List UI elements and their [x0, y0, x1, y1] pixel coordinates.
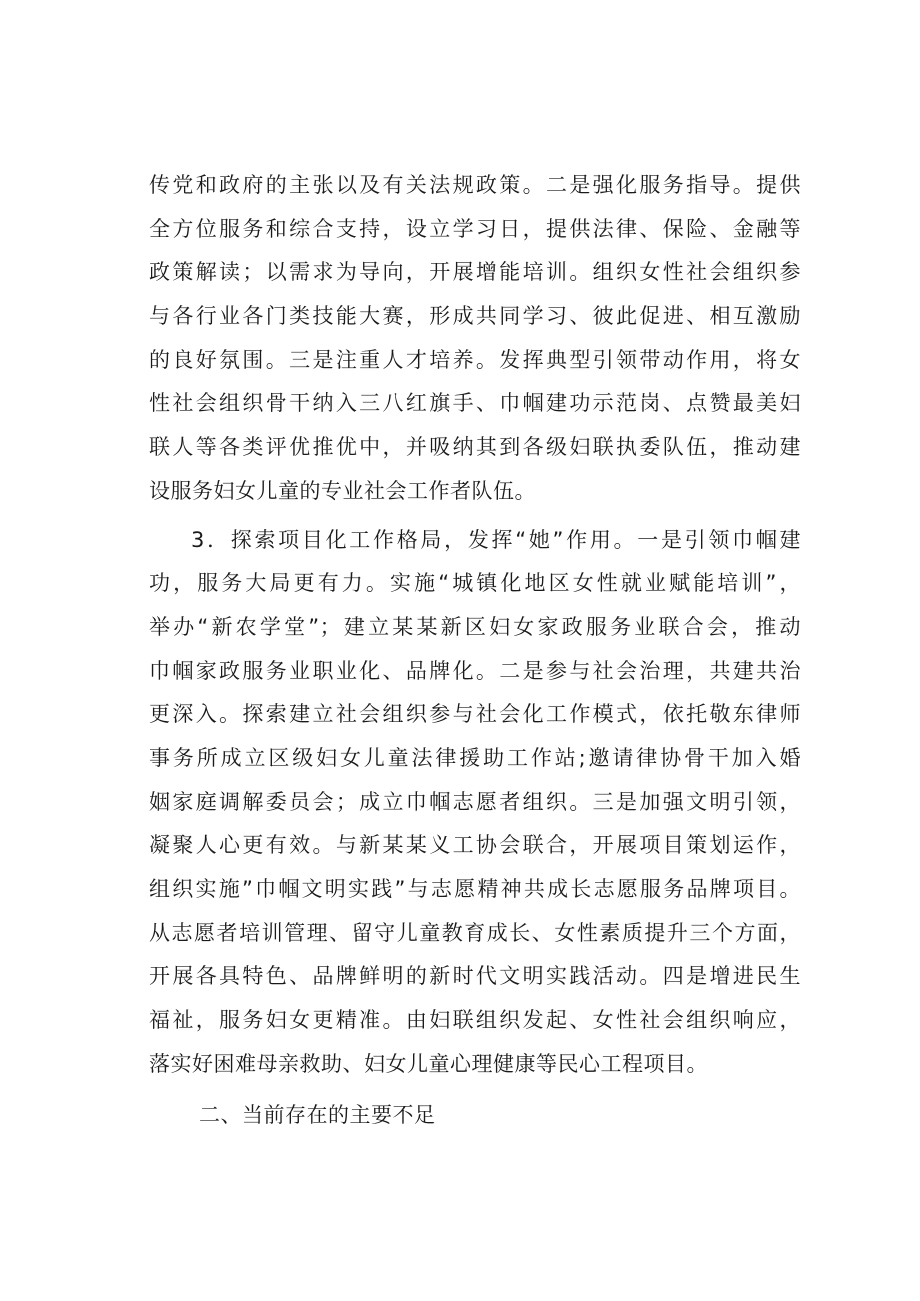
section-heading: 二、当前存在的主要不足 — [199, 1103, 436, 1128]
paragraph-2 — [149, 519, 801, 1087]
text-line: 从志愿者培训管理、留守儿童教育成长、女性素质提升三个方面， — [149, 920, 801, 945]
text-line: 政策解读；以需求为导向，开展增能培训。组织女性社会组织参 — [149, 260, 801, 285]
text-line: 功，服务大局更有力。实施“城镇化地区女性就业赋能培训”， — [149, 571, 801, 596]
text-line: 性社会组织骨干纳入三八红旗手、巾帼建功示范岗、点赞最美妇 — [149, 391, 801, 416]
text-line: 更深入。探索建立社会组织参与社会化工作模式，依托敬东律师 — [149, 702, 801, 727]
text-line: 与各行业各门类技能大赛，形成共同学习、彼此促进、相互激励 — [149, 304, 801, 329]
paragraph-1 — [149, 164, 801, 514]
text-line: 传党和政府的主张以及有关法规政策。二是强化服务指导。提供 — [149, 173, 801, 197]
text-line: 全方位服务和综合支持，设立学习日，提供法律、保险、金融等 — [149, 216, 801, 241]
text-line: 举办“新农学堂”；建立某某新区妇女家政服务业联合会，推动 — [149, 614, 801, 639]
text-line: 设服务妇女儿童的专业社会工作者队伍。 — [149, 478, 536, 503]
text-line: 福祉，服务妇女更精准。由妇联组织发起、女性社会组织响应， — [149, 1008, 801, 1033]
document-body — [149, 164, 801, 1138]
text-line: 事务所成立区级妇女儿童法律援助工作站;邀请律协骨干加入婚 — [149, 745, 801, 770]
text-line: 联人等各类评优推优中，并吸纳其到各级妇联执委队伍，推动建 — [149, 435, 801, 460]
text-line: 凝聚人心更有效。与新某某义工协会联合，开展项目策划运作， — [149, 833, 801, 858]
text-line: 姻家庭调解委员会；成立巾帼志愿者组织。三是加强文明引领， — [149, 789, 801, 814]
text-line: 的良好氛围。三是注重人才培养。发挥典型引领带动作用，将女 — [149, 347, 801, 372]
text-line: 巾帼家政服务业职业化、品牌化。二是参与社会治理，共建共治 — [149, 658, 801, 683]
text-line: 3．探索项目化工作格局，发挥“她”作用。一是引领巾帼建 — [191, 527, 801, 552]
text-line: 落实好困难母亲救助、妇女儿童心理健康等民心工程项目。 — [149, 1051, 708, 1076]
text-line: 组织实施”巾帼文明实践”与志愿精神共成长志愿服务品牌项目。 — [149, 877, 801, 901]
text-line: 开展各具特色、品牌鲜明的新时代文明实践活动。四是增进民生 — [149, 964, 801, 989]
